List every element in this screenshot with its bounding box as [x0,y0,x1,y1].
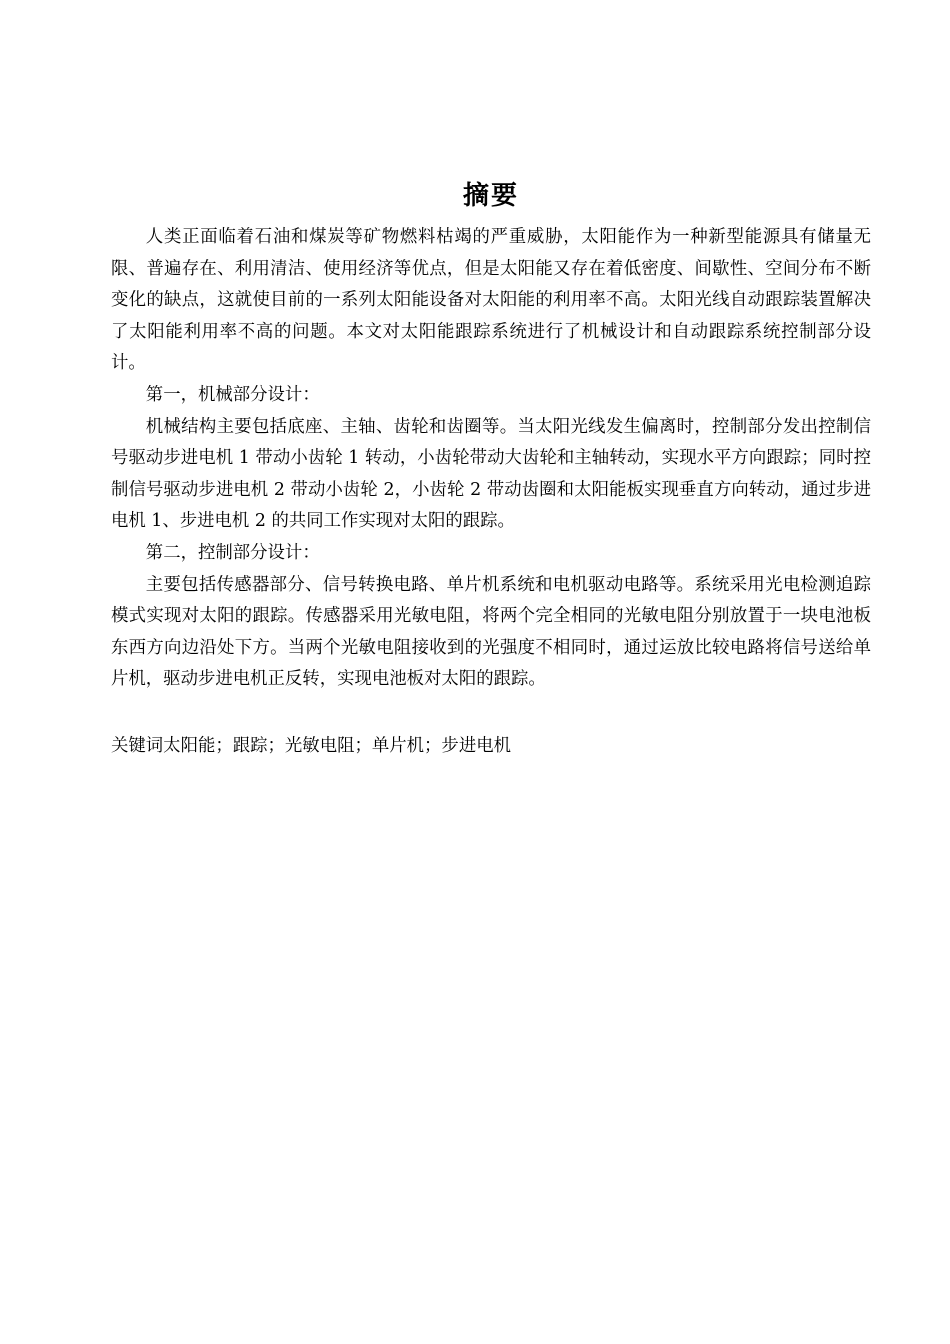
keywords-line: 关键词太阳能；跟踪；光敏电阻；单片机；步进电机 [111,736,511,756]
abstract-paragraph-control: 主要包括传感器部分、信号转换电路、单片机系统和电机驱动电路等。系统采用光电检测追踪模式实现对太阳的跟踪。传感器采用光敏电阻，将两个完全相同的光敏电阻分别放置于一块电池板东西方向边沿处下方。当两个光敏电阻接收到的光强度不相同时，通过运放比较电路将信号送给单片机，驱动步进电机正反转，实现电池板对太阳的跟踪。 [111,574,871,690]
abstract-body [111,222,871,696]
section-heading-control: 第二，控制部分设计： [145,542,320,563]
abstract-paragraph-intro: 人类正面临着石油和煤炭等矿物燃料枯竭的严重威胁，太阳能作为一种新型能源具有储量无限、普遍存在、利用清洁、使用经济等优点，但是太阳能又存在着低密度、间歇性、空间分布不断变化的缺点，这就使目前的一系列太阳能设备对太阳能的利用率不高。太阳光线自动跟踪装置解决了太阳能利用率不高的问题。本文对太阳能跟踪系统进行了机械设计和自动跟踪系统控制部分设计。 [111,227,871,374]
abstract-paragraph-mechanical: 机械结构主要包括底座、主轴、齿轮和齿圈等。当太阳光线发生偏离时，控制部分发出控制信号驱动步进电机 1 带动小齿轮 1 转动，小齿轮带动大齿轮和主轴转动，实现水平方向跟踪；同时控制信号驱动步进电机 2 带动小齿轮 2，小齿轮 2 带动齿圈和太阳能板实现垂直方向转动，通过步进电机 1、步进电机 2 的共同工作实现对太阳的跟踪。 [111,416,871,532]
page-title: 摘要 [462,181,519,211]
section-heading-mechanical: 第一，机械部分设计： [145,384,320,405]
